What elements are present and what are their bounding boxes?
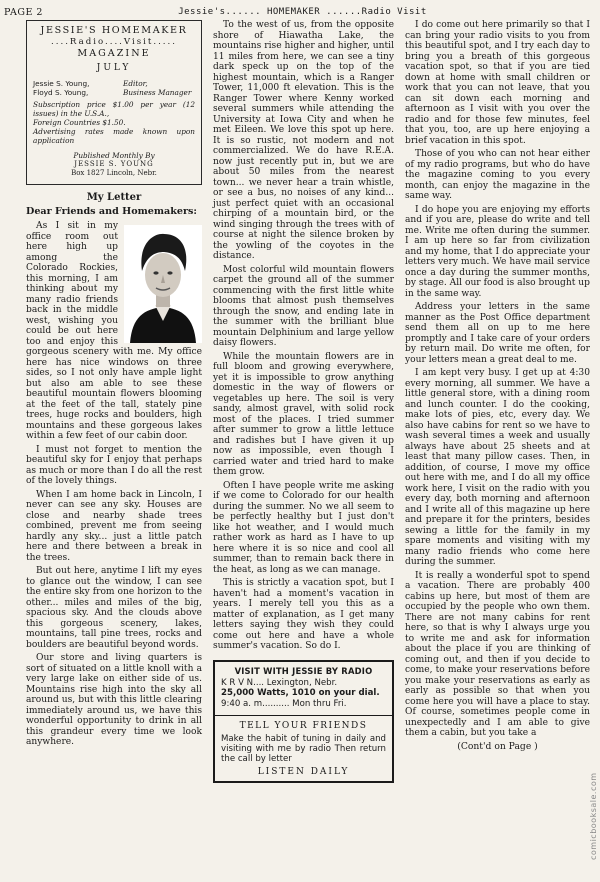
publisher-address: Box 1827 Lincoln, Nebr. — [71, 169, 157, 177]
radio-station-line: K R V N.... Lexington, Nebr. — [221, 677, 338, 688]
tell-friends-heading: TELL YOUR FRIENDS — [239, 721, 368, 732]
editor-role: Editor, — [123, 79, 148, 88]
masthead-magazine: MAGAZINE — [77, 48, 151, 59]
foreign-price: Foreign Countries $1.50. — [33, 118, 126, 127]
published-line: Published Monthly By — [73, 151, 155, 160]
letter-paragraph-11: I do come out here primarily so that I can bring your radio visits to you from this beautiful spot, and I try each day to bring you a breath of this gorgeous vacation spot, so that if you are tied down at home with small children or work that you can not leave, that you can sit down each morning and afternoon as I visit with you over the radio and for those few minutes, feel that you, too, are up here enjoying a brief vacation in this spot. — [405, 20, 590, 146]
tell-friends-text: Make the habit of tuning in daily and visiting with me by radio Then return the call by letter — [221, 733, 386, 765]
radio-power-line: 25,000 Watts, 1010 on your dial. — [221, 688, 380, 699]
letter-paragraph-13: I do hope you are enjoying my efforts and if you are, please do write and tell me. Write me often during the summer. I am up here so far from civilization and my home, that I do appreciate your letters very much. We have mail service once a day during the summer months, by stage. All our food is also brought up in the same way. — [405, 204, 590, 299]
letter-paragraph-9: Often I have people write me asking if we come to Colorado for our health during the summer. No we all seem to be perfectly healthy but I just don't like hot weather, and I would much rather work as hard as I have to up here where it is so nice and cool all summer, than to remain back there in the heat, as long as we can manage. — [213, 480, 394, 575]
continued-note: (Cont'd on Page ) — [457, 740, 538, 752]
radio-time-line: 9:40 a. m.......... Mon thru Fri. — [221, 698, 347, 709]
column-3 — [405, 20, 590, 752]
page-number: PAGE 2 — [4, 6, 43, 18]
letter-paragraph-3: When I am home back in Lincoln, I never can see any sky. Houses are close and nearby shade trees combined, prevent me from seeing hardly any sky... just a little patch here and there between a break in the trees. — [26, 489, 202, 563]
letter-paragraph-5: Our store and living quarters is sort of situated on a little knoll with a very large lake on either side of us. Mountains rise high into the sky all around us, but with this little clearing immediately around us, we have this wonderful opportunity to drink in all this grandeur every time we look anywhere. — [26, 653, 202, 747]
letter-paragraph-8: While the mountain flowers are in full bloom and growing everywhere, yet it is impossible to grow anything domestic in the way of flowers or vegetables up here. The soil is very sandy, almost gravel, with solid rock most of the places. I tried summer after summer to grow a little lettuce and radishes but I have given it up now as impossible, even though I carried water and tried hard to make them grow. — [213, 351, 394, 477]
portrait-photo — [124, 225, 202, 343]
letter-heading: My Letter — [86, 192, 142, 203]
subscription-price: Subscription price $1.00 per year (12 issues) in the U.S.A., — [33, 100, 195, 118]
masthead-subtitle: ....Radio....Visit..... — [51, 37, 177, 47]
manager-role: Business Manager — [123, 88, 192, 97]
salutation: Dear Friends and Homemakers: — [26, 205, 197, 217]
masthead-box — [26, 20, 202, 185]
editor-name: Jessie S. Young, — [33, 79, 90, 88]
radio-ad-box — [213, 660, 394, 784]
masthead-title: JESSIE'S HOMEMAKER — [40, 25, 188, 36]
masthead-month: JULY — [96, 63, 132, 73]
box-divider — [215, 715, 392, 716]
letter-paragraph-7: Most colorful wild mountain flowers carpet the ground all of the summer commencing with the first little white blooms that almost push themselves through the snow, and ending late in the summer with the brilliant blue mountain Delphinium and large yellow daisy flowers. — [213, 264, 394, 348]
advertising-note: Advertising rates made known upon application — [33, 127, 195, 145]
manager-name: Floyd S. Young, — [33, 88, 89, 97]
letter-paragraph-6: To the west of us, from the opposite shore of Hiawatha Lake, the mountains rise higher and higher, until 11 miles from here, we can see a tiny dark speck up on the top of the highest mountain, which is a Ranger Tower, 11,000 ft elevation. This is the Ranger Tower where Kenny worked several summers while attending the University at Iowa City and when he met Eileen. We love this spot up here. It is so rustic, not modern and not commercialized. We do have R.E.A. now just recently put in, but we are about 50 miles from the nearest town... we never hear a train whistle, or see a bus, no noises of any kind... just perfect quiet with an occasional chirping of a mountain bird, or the wind singing through the trees with of course at night the silence broken by the yowling of the coyotes in the distance. — [213, 20, 394, 261]
radio-box-title: VISIT WITH JESSIE BY RADIO — [234, 665, 373, 676]
letter-paragraph-14: Address your letters in the same manner as the Post Office department send them all on up to me here promptly and I take care of your orders by return mail. Do write me often, for your letters mean a great deal to me. — [405, 302, 590, 365]
letter-paragraph-10: This is strictly a vacation spot, but I haven't had a moment's vacation in years. I merely tell you this as a matter of explanation, as I get many letters saying they wish they could come out here and have a whole summer's vacation. So do I. — [213, 578, 394, 651]
running-title: Jessie's...... HOMEMAKER ......Radio Visit — [178, 7, 427, 17]
letter-paragraph-12: Those of you who can not hear either of my radio programs, but who do have the magazine coming to you every month, can enjoy the magazine in the same way. — [405, 149, 590, 201]
letter-paragraph-2: I must not forget to mention the beautiful sky for I enjoy that perhaps as much or more than I do all the rest of the lovely things. — [26, 444, 202, 486]
letter-paragraph-15: I am kept very busy. I get up at 4:30 every morning, all summer. We have a little general store, with a dining room and lunch counter. I do the cooking, make lots of pies, etc, every day. We also have cabins for rent so we have to wash several times a week and usually always have about 25 sheets and at least that many pillow cases. Then, in addition, of course, I move my office out here with me, and I do all my office work here, I visit on the radio with you every day, both morning and afternoon and I write all of this magazine up here and prepare it for the printers, besides sewing a little for the family in my spare moments and visiting with my many radio friends who come here during the summer. — [405, 368, 590, 567]
letter-paragraph-16: It is really a wonderful spot to spend a vacation. There are probably 400 cabins up here, but most of them are occupied by the people who own them. There are not many cabins for rent here, so that is why I always urge you to write me and ask for information about the place if you are thinking of coming out, and then if you decide to come, to make your reservations before you make your reservations as early as early as possible so that when you come here you will have a place to stay. Of course, sometimes people come in unexpectedly and I am able to give them a cabin, but you take a — [405, 570, 590, 738]
publisher-name: JESSIE S. YOUNG — [74, 160, 154, 168]
listen-daily: LISTEN DAILY — [257, 766, 350, 777]
side-imprint: comicbooksale.com — [589, 772, 598, 860]
portrait-icon — [124, 225, 202, 343]
column-1 — [26, 20, 202, 751]
editor-line — [33, 79, 195, 88]
letter-paragraph-1: As I sit in my office room out here high up among the Colorado Rockies, this morning, I am thinking about my many radio friends back in the middle west, wishing you could be out here too and enjoy this gorgeous scenery with me. My office here has nice windows on three sides, so I not only have ample light but also am able to see these beautiful mountain flowers blooming at the feet of the tall, stately pine trees, huge rocks and boulders, high mountains and these gorgeous lakes within a few feet of our cabin door. — [26, 221, 202, 441]
manager-line — [33, 88, 195, 97]
letter-paragraph-4: But out here, anytime I lift my eyes to glance out the window, I can see the entire sky from one horizon to the other... miles and miles of the big, spacious sky. And the clouds above this gorgeous scenery, lakes, mountains, tall pine trees, rocks and boulders are beautiful beyond words. — [26, 566, 202, 650]
running-head — [4, 4, 592, 20]
column-2 — [213, 20, 394, 783]
